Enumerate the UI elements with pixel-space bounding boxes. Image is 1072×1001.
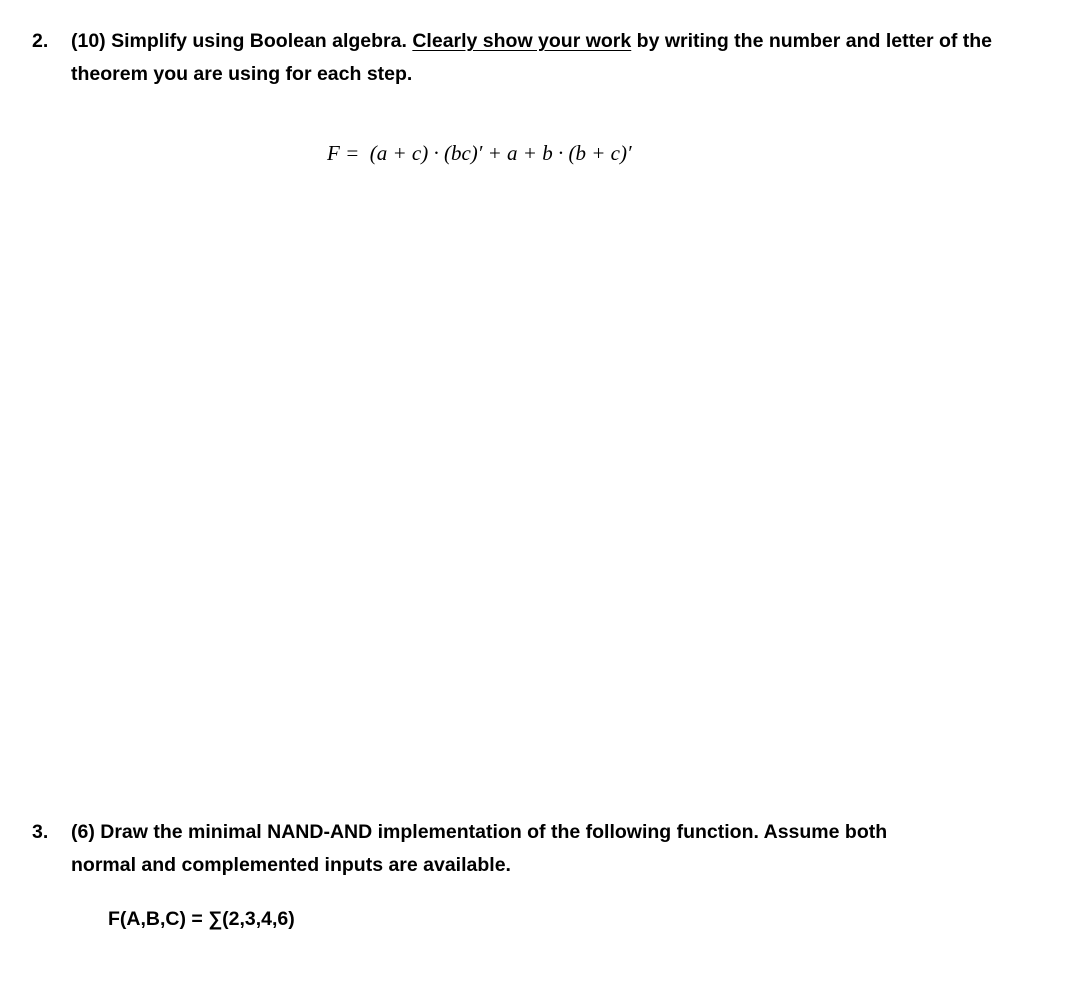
question-3-function: F(A,B,C) = ∑(2,3,4,6) — [108, 908, 295, 930]
question-2-prompt — [71, 25, 1031, 91]
question-3-number: 3. — [32, 821, 49, 843]
question-2-equation: F = (a + c) · (bc)′ + a + b · (b + c)′ — [327, 141, 632, 165]
question-2-text-b: by writing the number and letter of the theorem you are using for each step. — [71, 30, 993, 85]
question-2-points: (10) — [71, 30, 106, 52]
question-2-text-a: Simplify using Boolean algebra. — [111, 30, 407, 52]
question-3-points: (6) — [71, 821, 95, 843]
question-3-prompt — [71, 816, 951, 882]
question-2-emphasis: Clearly show your work — [412, 30, 632, 52]
question-2-number: 2. — [32, 30, 49, 52]
question-2-equation-row — [0, 116, 1072, 166]
question-3-text: Draw the minimal NAND-AND implementation of the following function. Assume both normal and complemented inputs are available. — [71, 821, 888, 876]
